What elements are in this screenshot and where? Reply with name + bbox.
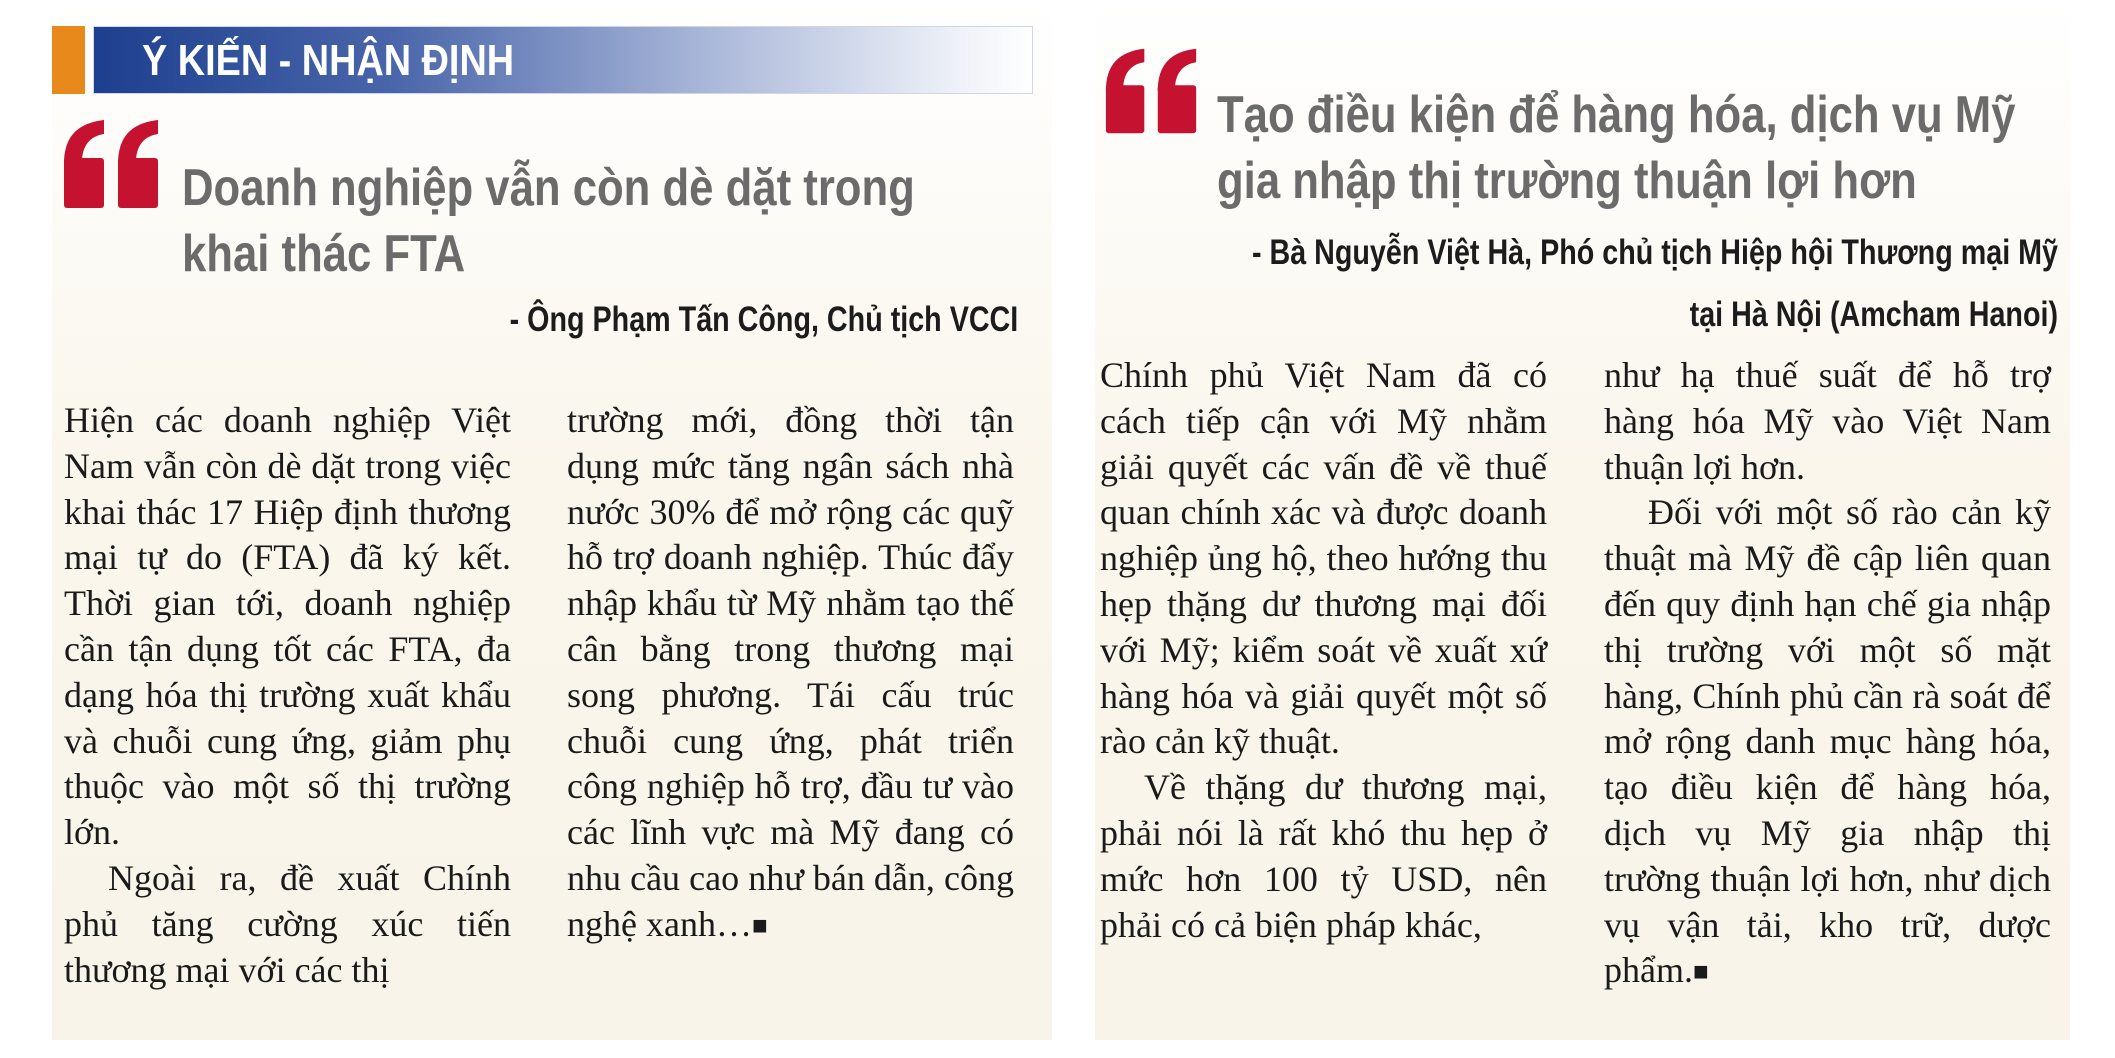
header-bar [93, 26, 1033, 94]
right-attribution-line-2: tại Hà Nội (Amcham Hanoi) [1689, 295, 2058, 334]
header-accent-block [52, 26, 85, 94]
left-headline [182, 155, 915, 287]
left-column-1 [64, 398, 511, 993]
right-paragraph-1: Chính phủ Việt Nam đã có cách tiếp cận với Mỹ nhằm giải quyết các vấn đề về thuế quan chính xác và được doanh nghiệp ủng hộ, theo hướng thu hẹp thặng dư thương mại đối với Mỹ; kiểm soát về xuất xứ hàng hóa và giải quyết một số rào cản kỹ thuật. [1100, 355, 1547, 762]
right-headline-line-1: Tạo điều kiện để hàng hóa, dịch vụ Mỹ [1217, 86, 2016, 144]
left-headline-line-1: Doanh nghiệp vẫn còn dè dặt trong [182, 159, 915, 217]
left-attribution [509, 296, 1018, 344]
left-paragraph-3 [567, 398, 1014, 949]
right-paragraph-3: như hạ thuế suất để hỗ trợ hàng hóa Mỹ vào Việt Nam thuận lợi hơn. [1604, 355, 2051, 487]
right-headline [1217, 82, 2015, 214]
right-paragraph-4 [1604, 490, 2051, 995]
right-attribution-line-1: - Bà Nguyễn Việt Hà, Phó chủ tịch Hiệp hội Thương mại Mỹ [1251, 233, 2058, 272]
section-header [52, 26, 1034, 94]
section-title: Ý KIẾN - NHẬN ĐỊNH [142, 36, 515, 85]
left-paragraph-3-text: trường mới, đồng thời tận dụng mức tăng ngân sách nhà nước 30% để mở rộng các quỹ hỗ trợ doanh nghiệp. Thúc đẩy nhập khẩu từ Mỹ nhằm tạo thế cân bằng trong thương mại song phương. Tái cấu trúc chuỗi cung ứng, phát triển công nghiệp hỗ trợ, đầu tư vào các lĩnh vực mà Mỹ đang có nhu cầu cao như bán dẫn, công nghệ xanh… [567, 400, 1014, 944]
quote-mark-icon [1104, 46, 1200, 136]
right-attribution [1252, 222, 2058, 346]
right-column-1 [1100, 353, 1547, 948]
left-paragraph-1: Hiện các doanh nghiệp Việt Nam vẫn còn dè dặt trong việc khai thác 17 Hiệp định thương mại tự do (FTA) đã ký kết. Thời gian tới, doanh nghiệp cần tận dụng tốt các FTA, đa dạng hóa thị trường xuất khẩu và chuỗi cung ứng, giảm phụ thuộc vào một số thị trường lớn. [64, 400, 511, 853]
right-paragraph-4-text: Đối với một số rào cản kỹ thuật mà Mỹ đề cập liên quan đến quy định hạn chế gia nhập thị trường với một số mặt hàng, Chính phủ cần rà soát để mở rộng danh mục hàng hóa, tạo điều kiện để hàng hóa, dịch vụ Mỹ gia nhập thị trường thuận lợi hơn, như dịch vụ vận tải, kho trữ, dược phẩm. [1604, 492, 2051, 991]
left-headline-line-2: khai thác FTA [182, 225, 466, 283]
right-headline-line-2: gia nhập thị trường thuận lợi hơn [1217, 152, 1917, 210]
left-attribution-line-1: - Ông Phạm Tấn Công, Chủ tịch VCCI [509, 300, 1018, 339]
quote-mark-icon [62, 118, 162, 210]
left-column-2 [567, 398, 1014, 949]
left-paragraph-2: Ngoài ra, đề xuất Chính phủ tăng cường xúc tiến thương mại với các thị [64, 857, 511, 990]
right-paragraph-2: Về thặng dư thương mại, phải nói là rất khó thu hẹp ở mức hơn 100 tỷ USD, nên phải có cả biện pháp khác, [1100, 767, 1547, 945]
end-square-icon: ■ [751, 910, 768, 940]
end-square-icon: ■ [1692, 957, 1709, 987]
right-column-2 [1604, 353, 2051, 995]
